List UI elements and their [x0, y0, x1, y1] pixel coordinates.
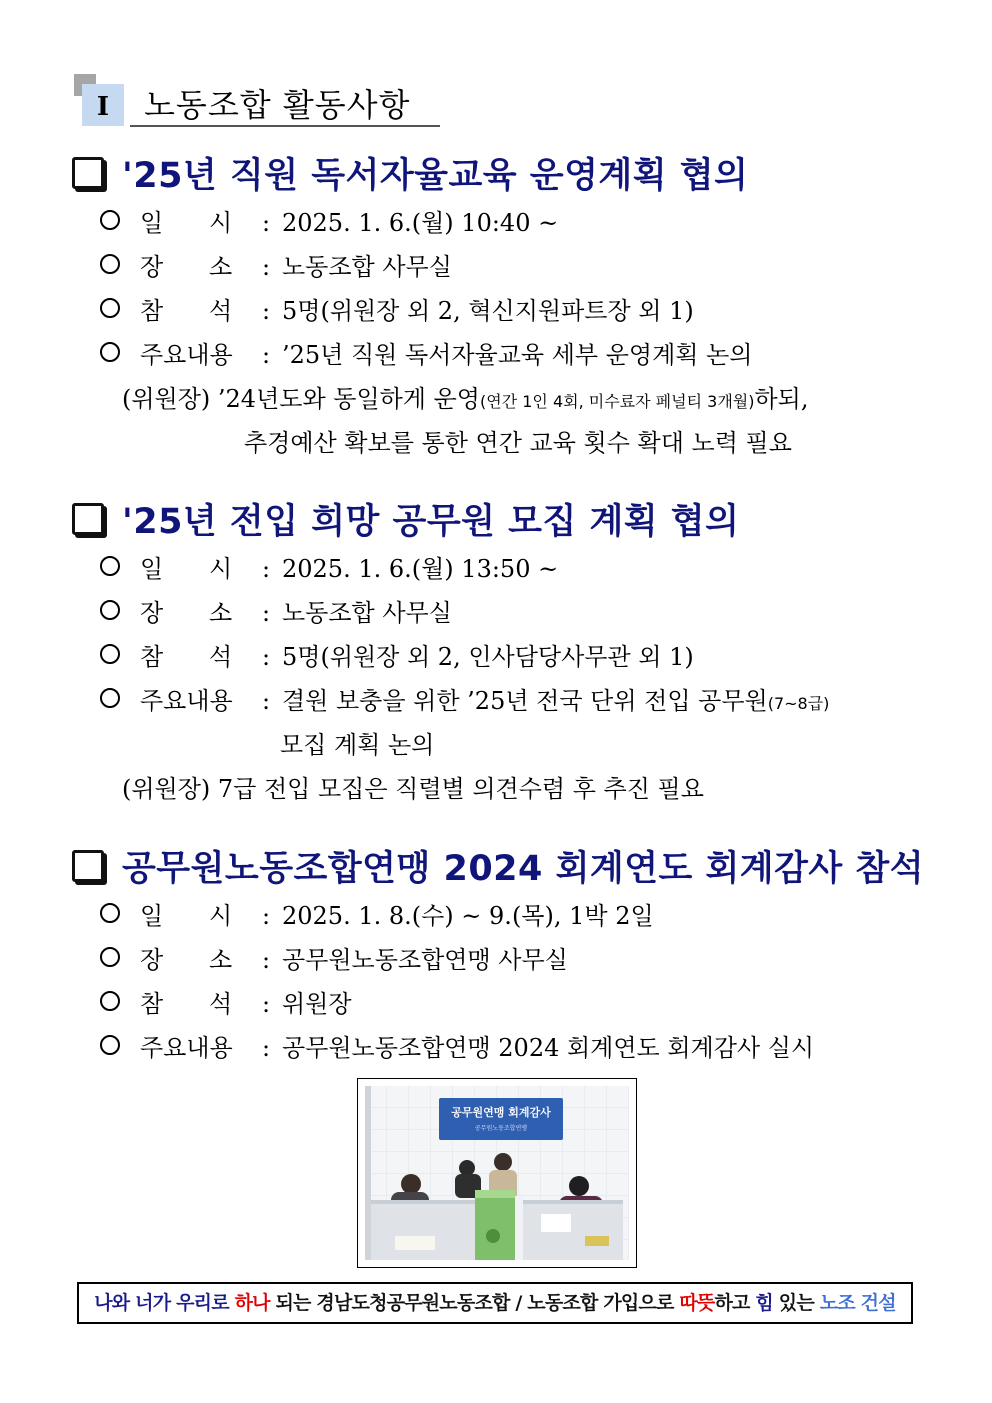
- circle-bullet-icon: [100, 298, 120, 318]
- section-2-content-line2: 모집 계획 논의: [280, 731, 435, 759]
- section-2-row-place: 장 소 : 노동조합 사무실: [100, 598, 452, 628]
- section-2-title: '25년 전입 희망 공무원 모집 계획 협의: [72, 494, 739, 544]
- section-2-row-attendees: 참 석 : 5명(위원장 외 2, 인사담당사무관 외 1): [100, 642, 694, 672]
- circle-bullet-icon: [100, 254, 120, 274]
- circle-bullet-icon: [100, 1035, 120, 1055]
- circle-bullet-icon: [100, 556, 120, 576]
- checkbox-square-icon: [72, 850, 104, 882]
- section-2-note: (위원장) 7급 전입 모집은 직렬별 의견수렴 후 추진 필요: [122, 775, 704, 803]
- section-1-note: (위원장) ’24년도와 동일하게 운영(연간 1인 4회, 미수료자 페널티 3개월)하되,: [122, 385, 809, 413]
- section-1-row-content: 주요내용 : ’25년 직원 독서자율교육 세부 운영계획 논의: [100, 340, 752, 370]
- photo-banner: [439, 1098, 563, 1140]
- circle-bullet-icon: [100, 991, 120, 1011]
- photo-banner-sub: 공무원노동조합연맹: [474, 1125, 528, 1132]
- section-3-title: 공무원노동조합연맹 2024 회계연도 회계감사 참석: [72, 841, 924, 891]
- section-3-row-date: 일 시 : 2025. 1. 8.(수) ~ 9.(목), 1박 2일: [100, 901, 654, 931]
- circle-bullet-icon: [100, 210, 120, 230]
- chapter-title: 노동조합 활동사항: [144, 86, 411, 124]
- circle-bullet-icon: [100, 688, 120, 708]
- section-1-row-attendees: 참 석 : 5명(위원장 외 2, 혁신지원파트장 외 1): [100, 296, 694, 326]
- section-1-row-place: 장 소 : 노동조합 사무실: [100, 252, 452, 282]
- chapter-underline: [130, 125, 440, 127]
- meeting-photo: [357, 1078, 637, 1268]
- circle-bullet-icon: [100, 600, 120, 620]
- checkbox-square-icon: [72, 157, 104, 189]
- footer-slogan-banner: 나와 너가 우리로 하나 되는 경남도청공무원노동조합 / 노동조합 가입으로 따뜻하고 힘 있는 노조 건설: [77, 1282, 913, 1324]
- meeting-photo-illustration: [365, 1086, 629, 1260]
- chapter-numeral: I: [96, 92, 110, 122]
- section-3-row-content: 주요내용 : 공무원노동조합연맹 2024 회계연도 회계감사 실시: [100, 1033, 814, 1063]
- checkbox-square-icon: [72, 503, 104, 535]
- circle-bullet-icon: [100, 342, 120, 362]
- section-2-row-date: 일 시 : 2025. 1. 6.(월) 13:50 ~: [100, 554, 558, 584]
- section-3-row-place: 장 소 : 공무원노동조합연맹 사무실: [100, 945, 568, 975]
- section-1-note-line2: 추경예산 확보를 통한 연간 교육 횟수 확대 노력 필요: [244, 429, 792, 457]
- circle-bullet-icon: [100, 903, 120, 923]
- photo-banner-title: 공무원연맹 회계감사: [451, 1106, 551, 1119]
- section-3-row-attendees: 참 석 : 위원장: [100, 989, 352, 1019]
- section-1-title: '25년 직원 독서자율교육 운영계획 협의: [72, 148, 748, 198]
- chapter-header: [74, 74, 440, 128]
- circle-bullet-icon: [100, 644, 120, 664]
- section-2-row-content: 주요내용 : 결원 보충을 위한 ’25년 전국 단위 전입 공무원(7~8급): [100, 686, 829, 719]
- circle-bullet-icon: [100, 947, 120, 967]
- section-1-row-date: 일 시 : 2025. 1. 6.(월) 10:40 ~: [100, 208, 558, 238]
